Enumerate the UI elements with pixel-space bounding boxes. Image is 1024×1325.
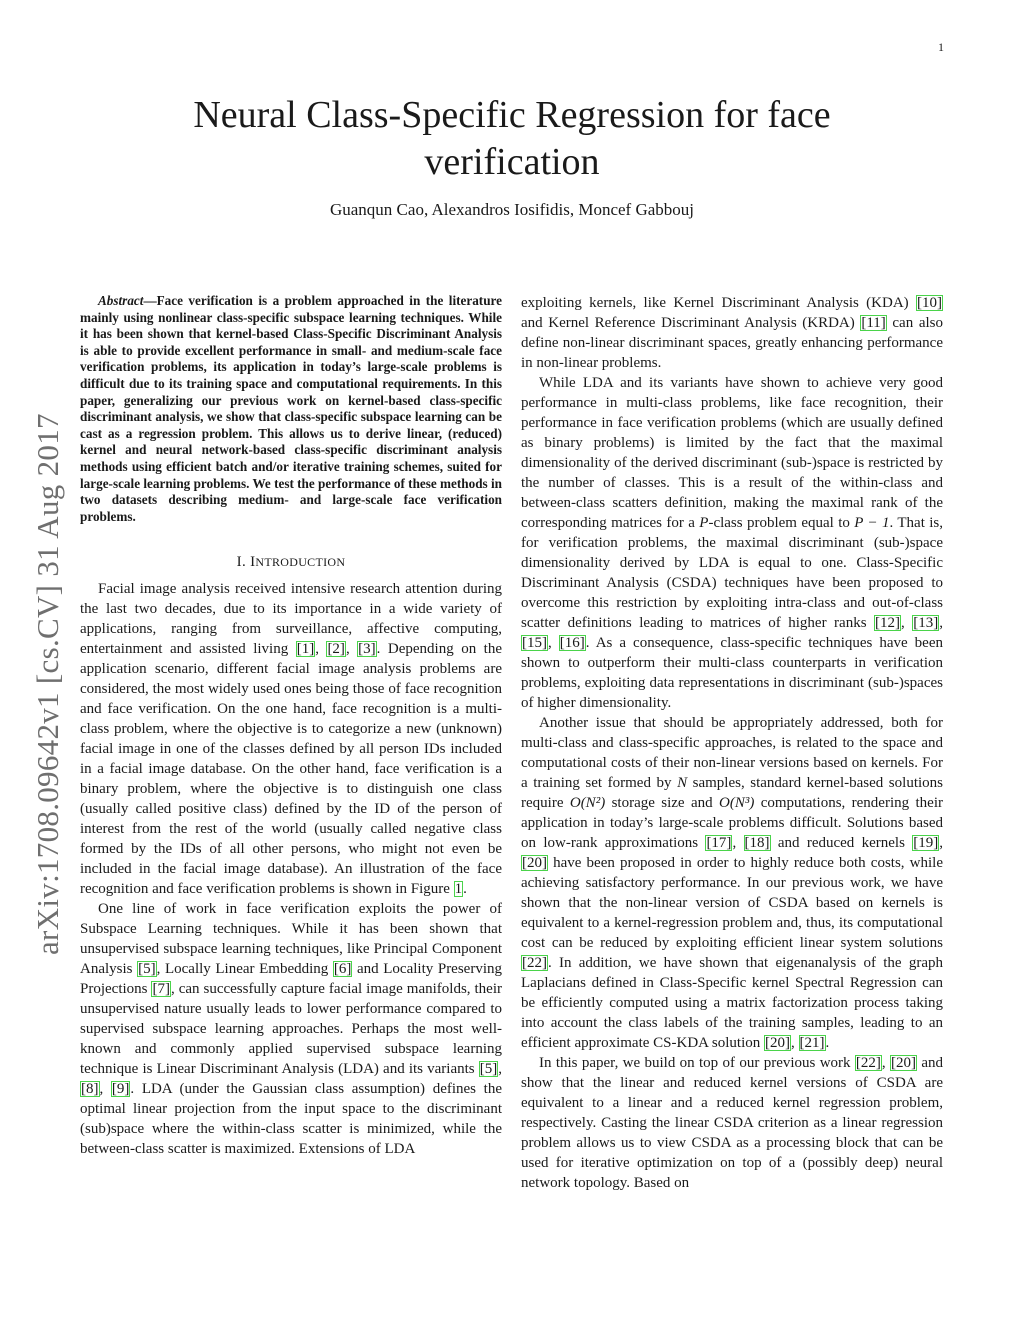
text-run: computations, rendering their application in today’s large-scale problems difficult. Solutions based on low-rank approximations [521, 795, 943, 851]
section-title-rest: NTRODUCTION [255, 555, 346, 570]
title-line-2: verification [424, 141, 600, 183]
text-run: , [498, 1061, 502, 1078]
arxiv-stamp: arXiv:1708.09642v1 [cs.CV] 31 Aug 2017 [30, 413, 65, 955]
abstract [80, 293, 502, 525]
text-run: Facial image analysis received intensive research attention during the last two decades, due to its importance in a wide variety of applications, ranging from surveillance, affective computing, entertainment and assisted living [80, 581, 502, 658]
right-column [521, 293, 943, 1193]
text-run: and Kernel Reference Discriminant Analysis (KRDA) [521, 315, 861, 331]
text-run: . [463, 881, 467, 898]
citation-link[interactable]: [19] [913, 835, 939, 851]
section-title-initial: I [250, 554, 256, 571]
math-inline: P [699, 515, 709, 531]
text-run: While LDA and its variants have shown to achieve very good performance in multi-class problems, like face recognition, their performance in face verification problems (which are usually defined as binary problems) is limited by the fact that the maximal dimensionality of the derived discriminant (sub-)space is restricted by the number of classes. This is a result of the within-class and between-class scatters definition, making the maximal rank of the corresponding matrices for a [521, 375, 943, 531]
abstract-label: Abstract [98, 293, 144, 308]
math-inline: N [677, 775, 688, 791]
citation-link[interactable]: [18] [744, 835, 770, 851]
text-run: , [939, 615, 944, 631]
text-run: . LDA (under the Gaussian class assumption) defines the optimal linear projection from the input space to the discriminant (sub)space where the within-class scatter is minimized, while the between-class scatter is maximized. Extensions of LDA [80, 1081, 502, 1158]
citation-link[interactable]: [20] [890, 1055, 916, 1071]
citation-link[interactable]: [22] [522, 955, 547, 971]
citation-link[interactable]: [20] [765, 1035, 791, 1051]
intro-paragraph-3 [521, 373, 943, 713]
figure-link[interactable]: 1 [454, 881, 463, 898]
citation-link[interactable]: [3] [358, 641, 376, 658]
citation-link[interactable]: [22] [855, 1055, 881, 1071]
text-run: . That is, for verification problems, the maximal discriminant (sub-)space dimensionality derived by LDA is equal to one. Class-Specific Discriminant Analysis (CSDA) techniques have been proposed to overcome this restriction by exploiting intra-class and out-of-class scatter definitions leading to matrices of higher ranks [521, 515, 943, 631]
intro-paragraph-5 [521, 1053, 943, 1193]
text-run: In this paper, we build on top of our previous work [539, 1055, 855, 1071]
text-run: and reduced kernels [770, 835, 913, 851]
text-run: -class problem equal to [708, 515, 855, 531]
citation-link[interactable]: [13] [913, 615, 939, 631]
citation-link[interactable]: [20] [522, 855, 547, 871]
title-line-1: Neural Class-Specific Regression for face [193, 94, 831, 136]
text-run: , [939, 835, 943, 851]
author-list: Guanqun Cao, Alexandros Iosifidis, Moncef Gabbouj [329, 200, 695, 219]
section-heading-introduction [80, 552, 502, 572]
math-inline: O(N³) [719, 795, 755, 811]
left-column [80, 293, 502, 1159]
citation-link[interactable]: [12] [875, 615, 901, 631]
citation-link[interactable]: [17] [706, 835, 732, 851]
intro-paragraph-1 [80, 579, 502, 899]
text-run: can also define non-linear discriminant spaces, greatly enhancing performance in non-linear problems. [521, 315, 943, 371]
paper-title [110, 92, 914, 186]
citation-link[interactable]: [5] [479, 1061, 498, 1078]
text-run: exploiting kernels, like Kernel Discriminant Analysis (KDA) [521, 295, 916, 311]
abstract-text: —Face verification is a problem approached in the literature mainly using nonlinear class-specific subspace learning techniques. While it has been shown that kernel-based Class-Specific Discriminant Analysis is able to provide excellent performance in small- and medium-scale face verification problems, its application in today’s large-scale problems is difficult due to its training space and computational requirements. In this paper, generalizing our previous work on kernel-based class-specific discriminant analysis, we show that class-specific subspace learning can be cast as a regression problem. This allows us to derive linear, (reduced) kernel and neural network-based class-specific discriminant analysis methods using efficient batch and/or iterative training schemes, suited for large-scale learning problems. We test the performance of these methods in two datasets describing medium- and large-scale face verification problems. [80, 293, 502, 524]
text-run: and show that the linear and reduced kernel versions of CSDA are equivalent to a linear and a reduced kernel regression problem, respectively. Casting the linear CSDA criterion as a linear regression problem allows us to view CSDA as a processing block that can be used for iterative optimization on top of a (possibly deep) neural network topology. Based on [521, 1055, 943, 1191]
text-run: , [345, 641, 358, 658]
math-inline: P − 1 [854, 515, 890, 531]
text-run: , [732, 835, 744, 851]
citation-link[interactable]: [2] [327, 641, 345, 658]
intro-paragraph-2-continued [521, 293, 943, 373]
text-run: , [901, 615, 913, 631]
intro-paragraph-4 [521, 713, 943, 1053]
citation-link[interactable]: [11] [861, 315, 886, 331]
text-run: Another issue that should be appropriately addressed, both for multi-class and class-specific approaches, is related to the space and computational costs of their non-linear versions based on kernels. For a training set formed by [521, 715, 943, 791]
citation-link[interactable]: [5] [138, 961, 156, 978]
citation-link[interactable]: [15] [522, 635, 547, 651]
text-run: , [548, 635, 559, 651]
math-inline: O(N²) [569, 795, 606, 811]
text-run: One line of work in face verification exploits the power of Subspace Learning techniques. While it has been shown that unsupervised subspace learning techniques, like Principal Component Analysis [80, 901, 502, 978]
text-run: , [791, 1035, 799, 1051]
citation-link[interactable]: [1] [296, 641, 315, 658]
text-run: samples, standard kernel-based solutions require [521, 775, 943, 811]
text-run: , [99, 1081, 111, 1098]
citation-link[interactable]: [16] [559, 635, 585, 651]
text-run: and Locality Preserving Projections [80, 961, 502, 998]
citation-link[interactable]: [9] [111, 1081, 130, 1098]
citation-link[interactable]: [7] [152, 981, 170, 998]
page-number: 1 [938, 40, 944, 54]
intro-paragraph-2 [80, 899, 502, 1159]
text-run: . [825, 1035, 830, 1051]
text-run: . In addition, we have shown that eigenanalysis of the graph Laplacians defined in Class-Specific kernel Spectral Regression can be efficiently computed using a matrix factorization process taking into account the class labels of the training samples, leading to an efficient approximate CS-KDA solution [521, 955, 943, 1051]
text-run: , can successfully capture facial image manifolds, their unsupervised nature usually leads to lower performance compared to supervised subspace learning approaches. Perhaps the most well-known and commonly applied supervised subspace learning technique is Linear Discriminant Analysis (LDA) and its variants [80, 981, 502, 1078]
text-run: storage size and [605, 795, 719, 811]
text-run: . As a consequence, class-specific techniques have been shown to outperform their multi-class counterparts in verification problems, exploiting data representations in discriminant (sub-)spaces of higher dimensionality. [521, 635, 944, 711]
text-run: , [315, 641, 327, 658]
citation-link[interactable]: [6] [333, 961, 352, 978]
text-run: have been proposed in order to highly reduce both costs, while achieving satisfactory performance. In our previous work, we have shown that the non-linear version of CSDA based on kernels is equivalent to a kernel-regression problem and, thus, its computational cost can be reduced by exploiting efficient linear system solutions [521, 855, 943, 951]
text-run: , [881, 1055, 890, 1071]
section-number: I. [236, 554, 251, 571]
citation-link[interactable]: [8] [81, 1081, 99, 1098]
citation-link[interactable]: [21] [799, 1035, 825, 1051]
citation-link[interactable]: [10] [917, 295, 942, 311]
text-run: . Depending on the application scenario, different facial image analysis problems are considered, the most widely used ones being those of face recognition and face verification. On the one hand, face recognition is a multi-class problem, where the objective is to categorize a new (unknown) facial image in one of the classes defined by all person IDs included in a facial image database. On the other hand, face verification is a binary problem, where the objective is to distinguish one class (usually called positive class) defined by the ID of the person of interest from the rest of the world (usually called negative class formed by the IDs of all other persons, who might not even be included in the facial image database). An illustration of the face recognition and face verification problems is shown in Figure [80, 641, 503, 898]
text-run: , Locally Linear Embedding [156, 961, 333, 978]
